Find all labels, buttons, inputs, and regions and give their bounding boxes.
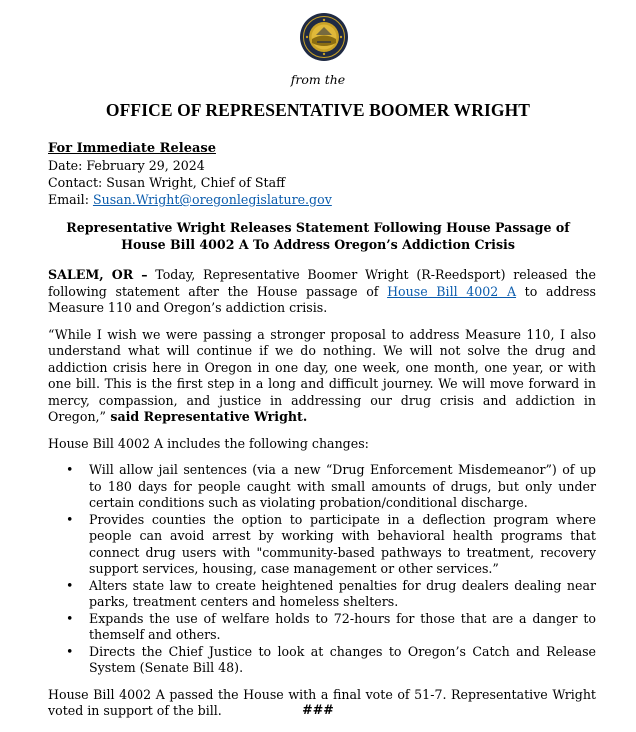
quote-paragraph [48,327,596,426]
dateline: SALEM, OR – [48,267,148,282]
bullet-icon: • [66,462,74,477]
release-contact: Contact: Susan Wright, Chief of Staff [48,175,286,190]
bullet-icon: • [66,577,74,593]
oregon-state-seal-icon [299,12,349,62]
intro-text-2: to address Measure 110 and Oregon’s addiction crisis. [48,283,596,315]
immediate-release-label: For Immediate Release [48,141,216,156]
headline-line-1: Representative Wright Releases Statement Following House Passage of [66,220,570,235]
quote-attribution: said Representative Wright. [106,409,308,424]
headline-line-2: House Bill 4002 A To Address Oregon’s Addiction Crisis [121,237,515,252]
release-info [48,140,332,208]
list-item-text: Provides counties the option to participate in a deflection program where people can avoid arrest by working with behavioral health programs that connect drug users with "community-based pathways to treatment, recovery support services, housing, case management or other services.” [89,511,596,576]
closing-paragraph: House Bill 4002 A passed the House with a final vote of 51-7. Representative Wright voted in support of the bill. [48,686,596,718]
email-link[interactable]: Susan.Wright@oregonlegislature.gov [92,192,332,207]
list-item-text: Expands the use of welfare holds to 72-hours for those that are a danger to themself and others. [89,610,596,642]
from-the-label: from the [290,72,346,87]
list-item [66,462,596,512]
email-label: Email: [48,192,93,207]
list-item [66,610,596,644]
list-item-text: Will allow jail sentences (via a new “Drug Enforcement Misdemeanor”) of up to 180 days for people caught with small amounts of drugs, but only under certain conditions such as violating probation/conditional discharge. [89,462,596,510]
release-email-line [48,191,332,208]
end-mark: ### [302,702,334,717]
quote-text: “While I wish we were passing a stronger proposal to address Measure 110, I also understand what will continue if we do nothing. We will not solve the drug and addiction crisis here in Oregon in one day, one week, one month, one year, or with one bill. This is the first step in a long and difficult journey. We will move forward in mercy, compassion, and justice in addressing our drug crisis and addiction in Oregon,” [48,326,596,424]
list-item [66,577,596,611]
press-release-headline [40,219,596,253]
list-item [66,643,596,677]
changes-list [48,462,596,677]
intro-text-1: Today, Representative Boomer Wright (R-Reedsport) released the following statement after the House passage of [48,267,596,299]
bullet-icon: • [66,610,74,626]
office-title: OFFICE OF REPRESENTATIVE BOOMER WRIGHT [105,100,531,120]
intro-paragraph [48,267,596,317]
list-item-text: Directs the Chief Justice to look at changes to Oregon’s Catch and Release System (Senate Bill 48). [89,643,596,675]
list-item [66,511,596,578]
house-bill-link[interactable]: House Bill 4002 A [387,283,517,299]
press-release-body [48,267,596,730]
release-date: Date: February 29, 2024 [48,158,205,173]
bullet-icon: • [66,511,74,527]
list-item-text: Alters state law to create heightened penalties for drug dealers dealing near parks, treatment centers and homeless shelters. [89,577,596,609]
bullet-icon: • [66,643,74,659]
changes-intro: House Bill 4002 A includes the following changes: [48,435,369,451]
